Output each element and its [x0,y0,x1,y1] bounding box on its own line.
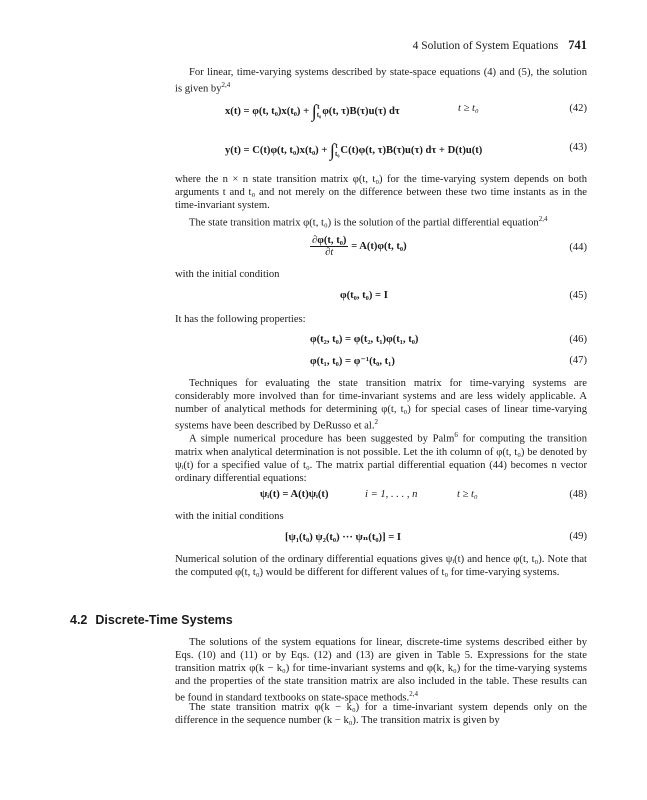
paragraph-transition-matrix: where the n × n state transition matrix φ(t, t₀) for the time-varying system depends on both arguments t and t₀ and not merely on the difference between these two time instants as in the time-invariant system. [175,174,587,211]
paragraph-intro: For linear, time-varying systems described by state-space equations (4) and (5), the solution is given by$^{2,4}$ [175,67,587,95]
paragraph-initial-condition: with the initial condition [175,269,280,280]
equation-42: x(t) = φ(t, $t_0)x(t_0) + \int_{t_0}^t$ φ(t, τ)B(τ)u(τ) dτ t ≥ t₀ (42) [225,101,587,121]
paragraph-pde: The state transition matrix φ(t, t₀) is the solution of the partial differential equation$^{2,4}$ [189,215,548,229]
page-number: 741 [568,38,587,52]
paragraph-properties: It has the following properties: [175,314,306,325]
paragraph-discrete: The solutions of the system equations for linear, discrete-time systems described either by Eqs. (10) and (11) or by Eqs. (12) and (13) are given in Table 5. Expressions for the state transition matrix φ(k − k₀) for time-invariant systems and φ(k, k₀) for the time-varying systems and the properties of the state transition matrix are also included in the table. These results can be found in standard textbooks on state-space methods.$^{2,4}$ [175,637,587,704]
equation-47: φ(t₁, t₀) = φ⁻¹(t₀, t₁) (47) [310,355,587,367]
paragraph-numerical: A simple numerical procedure has been suggested by Palm$^6$ for computing the transition matrix when analytical determination is not possible. Let the ith column of φ(t, t₀) be denoted by ψᵢ(t) for a specified value of t₀. The matrix partial differential equation (44) becomes n vector ordinary differential equations: [175,431,587,484]
equation-44: $\frac{\text{∂φ(t, t₀)}}{\partial t}$ = A(t)φ(t, t₀) (44) [312,235,587,258]
equation-45: φ(t₀, t₀) = I (45) [340,290,587,301]
chapter-title: 4 Solution of System Equations [412,40,559,52]
running-header [175,38,587,53]
equation-43: y(t) = C(t)φ(t, $t_0)x(t_0) + \int_{t_0}^t$ C(t)φ(t, τ)B(τ)u(τ) dτ + D(t)u(t) (43) [225,140,587,160]
equation-48: ψᵢ(t) = A(t)ψᵢ(t) i = 1, . . . , n t ≥ t₀ (48) [260,489,587,500]
equation-49: [ψ₁(t₀) ψ₂(t₀) ··· ψₙ(t₀)] = I (49) [285,531,587,543]
paragraph-techniques: Techniques for evaluating the state transition matrix for time-varying systems are considerably more involved than for time-invariant systems and are less widely applicable. A number of analytical methods for determining φ(t, t₀) for special cases of linear time-varying systems have been described by DeRusso et al.$^2$ [175,378,587,432]
section-heading: 4.2 Discrete-Time Systems [70,613,233,627]
equation-46: φ(t₂, t₀) = φ(t₂, t₁)φ(t₁, t₀) (46) [310,334,587,345]
paragraph-transition-discrete: The state transition matrix φ(k − k₀) for a time-invariant system depends only on the difference in the sequence number (k − k₀). The transition matrix is given by [175,702,587,726]
paragraph-initial-conditions: with the initial conditions [175,511,284,522]
paragraph-numerical-solution: Numerical solution of the ordinary differential equations gives ψᵢ(t) and hence φ(t, t₀). Note that the computed φ(t, t₀) would be different for different values of t₀ for time-varying systems. [175,554,587,578]
